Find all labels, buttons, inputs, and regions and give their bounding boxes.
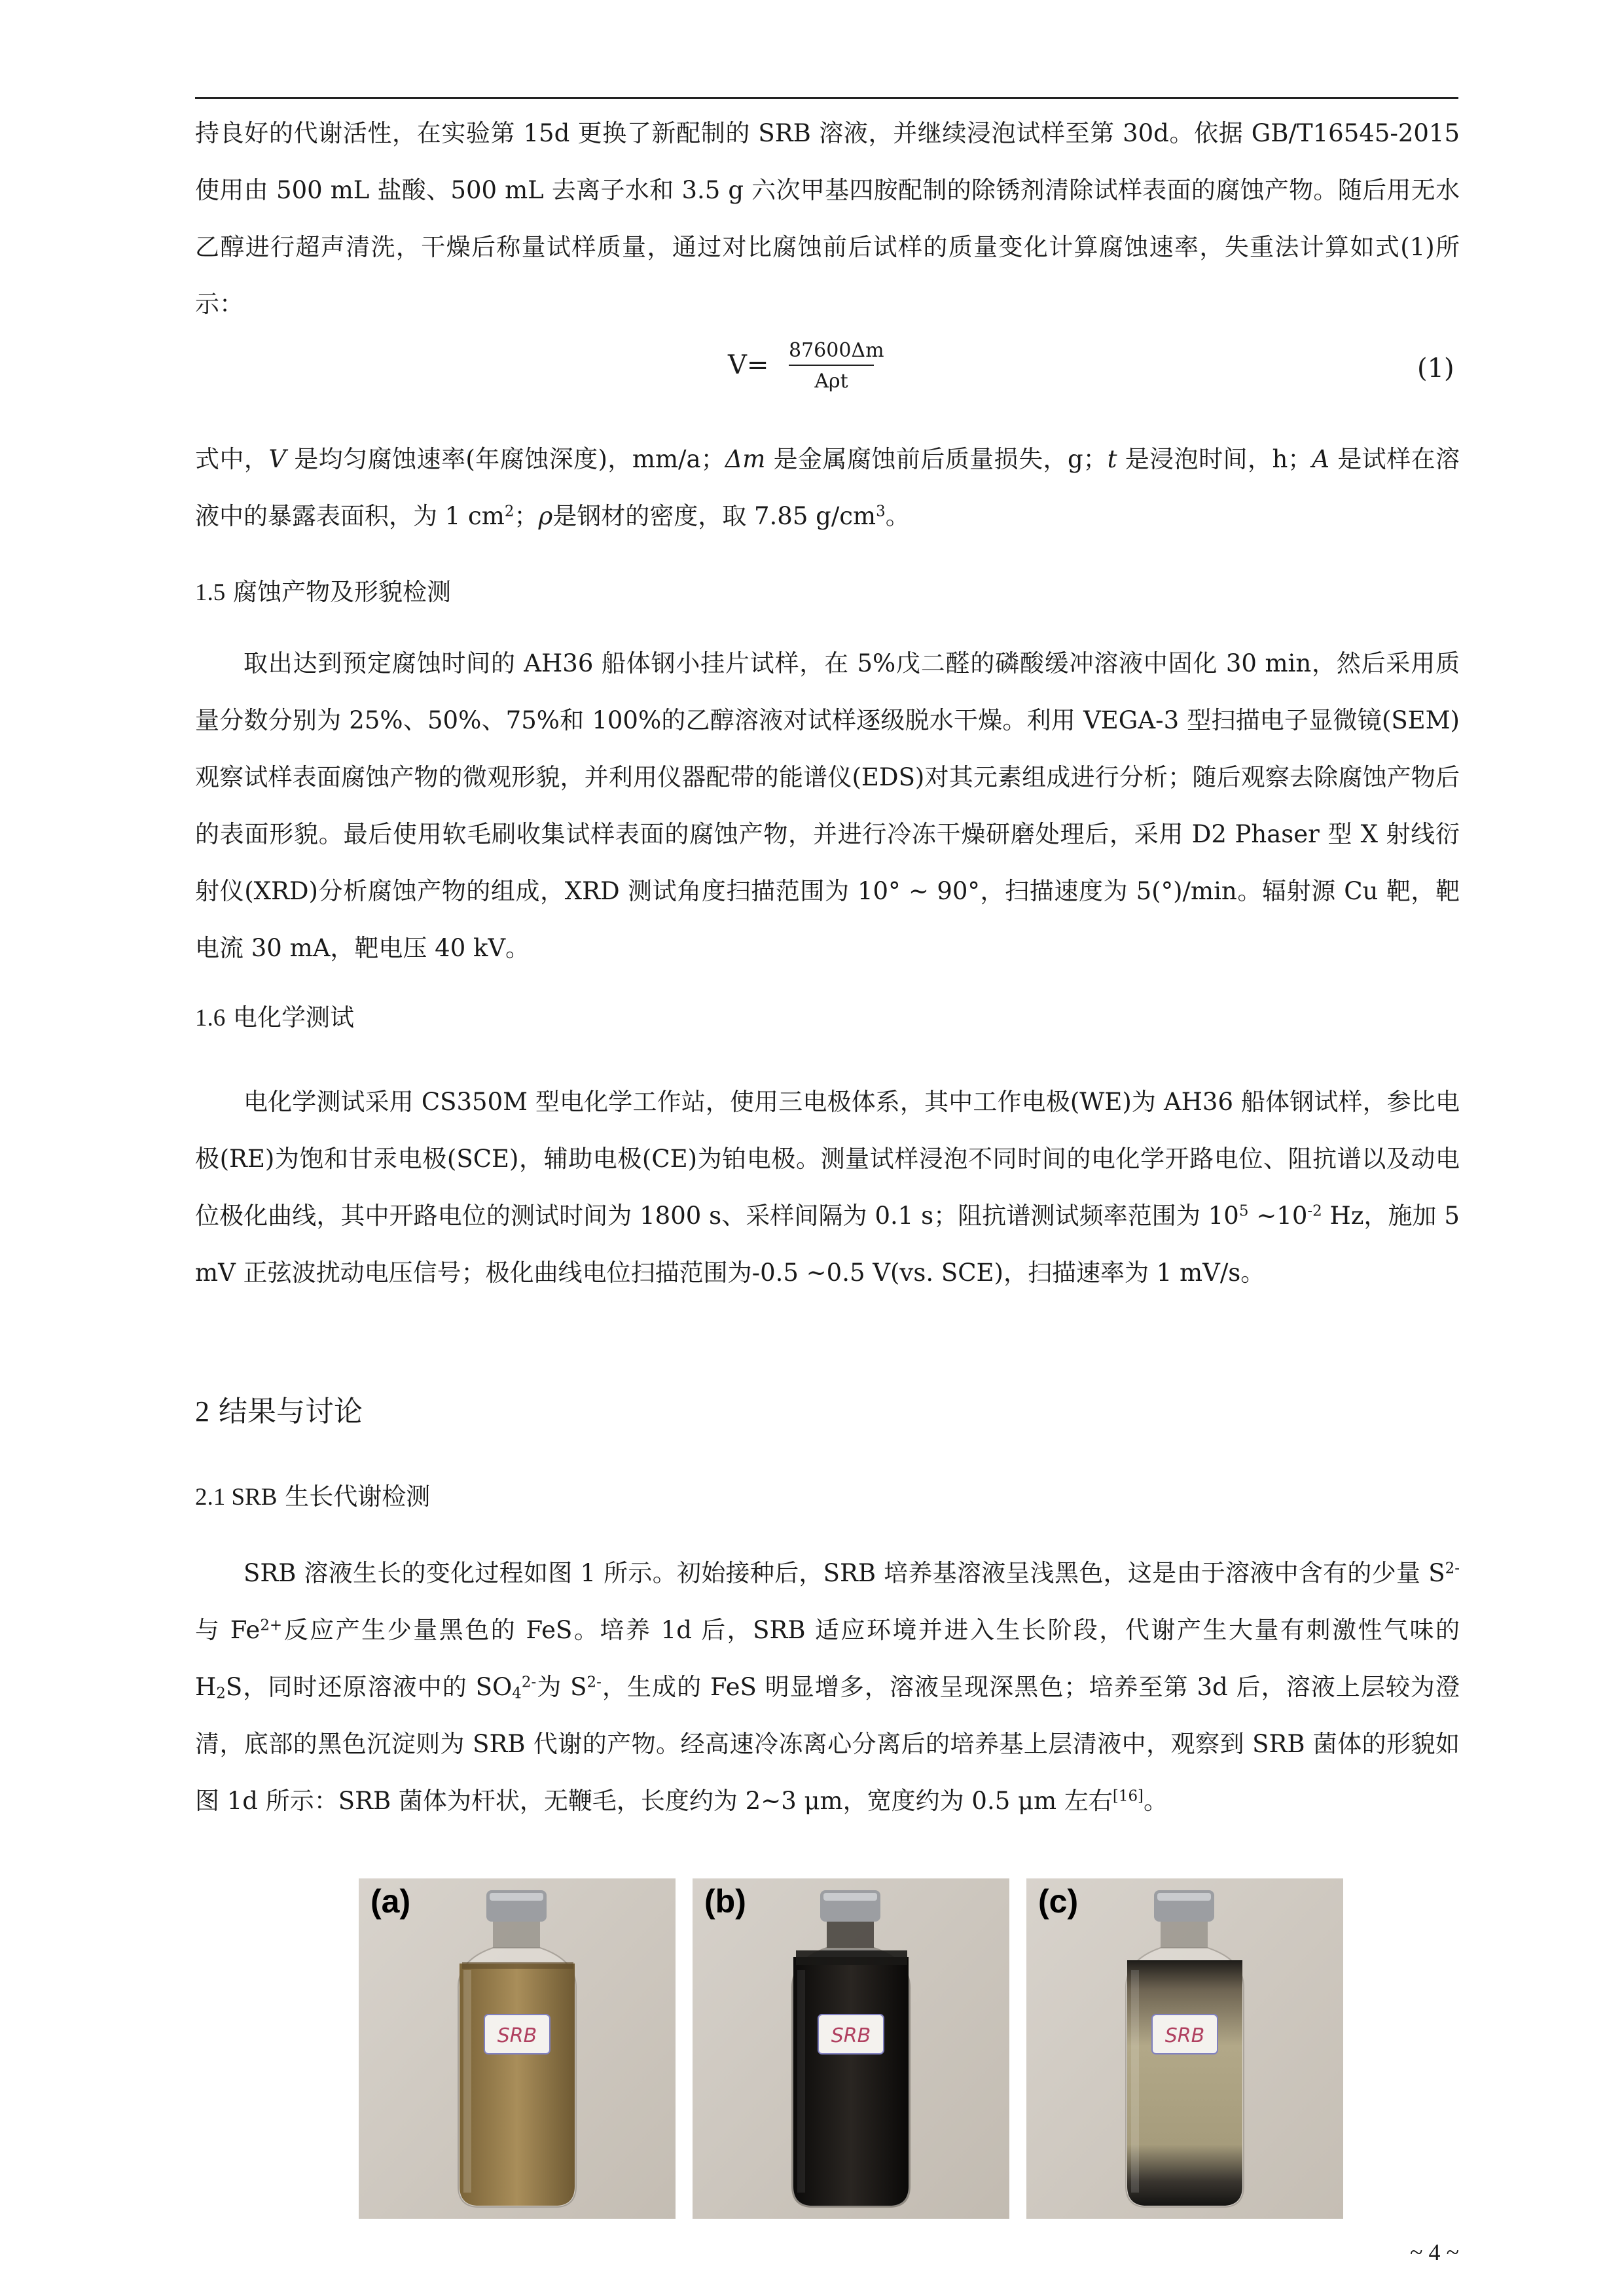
section-title: 结果与讨论 xyxy=(219,1395,363,1428)
section-number: 1.5 xyxy=(195,579,226,606)
section-number: 2.1 SRB xyxy=(195,1484,278,1511)
section-number: 1.6 xyxy=(195,1005,226,1031)
paragraph-variable-definitions: 式中，V 是均匀腐蚀速率(年腐蚀深度)，mm/a；Δm 是金属腐蚀前后质量损失，g；t 是浸泡时间，h；A 是试样在溶液中的暴露表面积，为 1 $cm^2$；ρ是钢材的密度，取 7.85 $g/cm^3$。 xyxy=(195,445,1460,530)
bottle-label-text: SRB xyxy=(831,2024,871,2047)
bottle-label-text: SRB xyxy=(1164,2024,1205,2047)
equation-numerator: 87600Δm xyxy=(789,339,874,366)
paragraph-continued: 持良好的代谢活性，在实验第 15d 更换了新配制的 SRB 溶液，并继续浸泡试样至第 30d。依据 GB/T16545-2015 使用由 500 mL 盐酸、500 mL 去离子水和 3.5 g 六次甲基四胺配制的除锈剂清除试样表面的腐蚀产物。随后用无水乙醇进行超声清洗，干燥后称量试样质量，通过对比腐蚀前后试样的质量变化计算腐蚀速率，失重法计算如式(1)所示： xyxy=(195,119,1460,318)
equation-fraction xyxy=(789,339,884,393)
equation-denominator: Aρt xyxy=(814,370,848,393)
bottle-label-text: SRB xyxy=(497,2024,537,2047)
srb-bottle-photo xyxy=(1026,1878,1343,2219)
paragraph-corrosion-products: 取出达到预定腐蚀时间的 AH36 船体钢小挂片试样，在 5%戊二醛的磷酸缓冲溶液中固化 30 min，然后采用质量分数分别为 25%、50%、75%和 100%的乙醇溶液对试样逐级脱水干燥。利用 VEGA-3 型扫描电子显微镜(SEM)观察试样表面腐蚀产物的微观形貌，并利用仪器配带的能谱仪(EDS)对其元素组成进行分析；随后观察去除腐蚀产物后的表面形貌。最后使用软毛刷收集试样表面的腐蚀产物，并进行冷冻干燥研磨处理后，采用 D2 Phaser 型 X 射线衍射仪(XRD)分析腐蚀产物的组成，XRD 测试角度扫描范围为 10° ~ 90°，扫描速度为 5(°)/min。辐射源 Cu 靶，靶电流 30 mA，靶电压 40 kV。 xyxy=(195,649,1460,962)
figure-panel-b xyxy=(693,1878,1009,2219)
section-heading-1-5 xyxy=(195,576,451,609)
paragraph-electrochemical-test: 电化学测试采用 CS350M 型电化学工作站，使用三电极体系，其中工作电极(WE)为 AH36 船体钢试样，参比电极(RE)为饱和甘汞电极(SCE)，辅助电极(CE)为铂电极。测量试样浸泡不同时间的电化学开路电位、阻抗谱以及动电位极化曲线，其中开路电位的测试时间为 1800 s、采样间隔为 0.1 s；阻抗谱测试频率范围为 $10^5$ $\sim 10^{-2}$ Hz，施加 5 mV 正弦波扰动电压信号；极化曲线电位扫描范围为-0.5 ~0.5 V(vs. SCE)，扫描速率为 1 mV/s。 xyxy=(195,1088,1460,1287)
page-number: ~ 4 ~ xyxy=(1410,2239,1459,2265)
section-title: 电化学测试 xyxy=(233,1003,355,1031)
section-heading-1-6 xyxy=(195,1001,354,1035)
figure-panel-a xyxy=(359,1878,676,2219)
panel-label: (b) xyxy=(704,1883,746,1920)
panel-label: (a) xyxy=(370,1883,411,1920)
equation-number: (1) xyxy=(1417,353,1454,384)
section-heading-2 xyxy=(195,1395,363,1428)
section-title: 腐蚀产物及形貌检测 xyxy=(233,578,452,606)
header-rule xyxy=(195,97,1458,99)
section-heading-2-1 xyxy=(195,1480,430,1514)
section-number: 2 xyxy=(195,1395,209,1427)
equation-lhs: V= xyxy=(728,350,769,380)
panel-label: (c) xyxy=(1038,1883,1079,1920)
srb-bottle-photo xyxy=(693,1878,1009,2219)
paragraph-srb-growth: SRB 溶液生长的变化过程如图 1 所示。初始接种后，SRB 培养基溶液呈浅黑色，这是由于溶液中含有的少量 $S^{2-}$与 $Fe^{2+}$反应产生少量黑色的 FeS。培养 1d 后，SRB 适应环境并进入生长阶段，代谢产生大量有刺激性气味的 $H_2S$，同时还原溶液中的 $SO_4^{2-}$为 $S^{2-}$，生成的 FeS 明显增多，溶液呈现深黑色；培养至第 3d 后，溶液上层较为澄清，底部的黑色沉淀则为 SRB 代谢的产物。经高速冷冻离心分离后的培养基上层清液中，观察到 SRB 菌体的形貌如图 1d 所示：SRB 菌体为杆状，无鞭毛，长度约为 2~3 μm，宽度约为 0.5 μm 左右[16]。 xyxy=(195,1559,1460,1815)
figure-panel-c xyxy=(1026,1878,1343,2219)
srb-bottle-photo xyxy=(359,1878,676,2219)
section-title: 生长代谢检测 xyxy=(285,1482,431,1511)
